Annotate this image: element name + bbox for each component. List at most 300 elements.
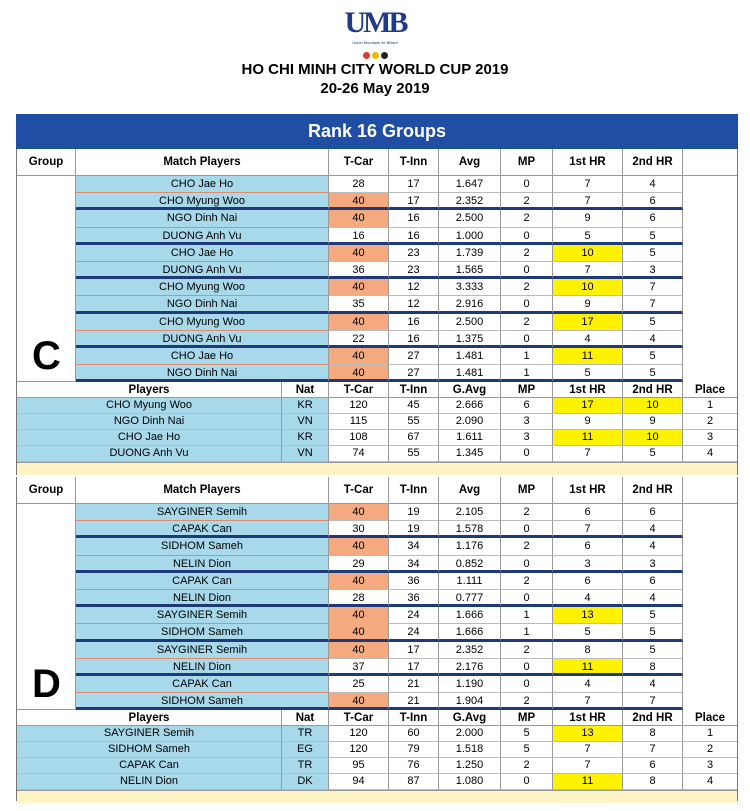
standings-player-name: CHO Myung Woo — [17, 398, 282, 414]
match-player-name: NGO Dinh Nai — [76, 296, 329, 313]
blank-cell — [683, 659, 737, 676]
match-mp-value: 0 — [501, 331, 553, 348]
match-hr2-value: 5 — [623, 348, 683, 365]
standings-hr2-value: 5 — [623, 446, 683, 462]
blank-cell — [683, 365, 737, 382]
group-d-panel — [16, 477, 738, 801]
match-hr1-value: 5 — [553, 228, 623, 245]
blank-cell — [683, 331, 737, 348]
group-c-panel — [16, 149, 738, 475]
standings-tinn-value: 87 — [389, 774, 439, 790]
standings-header-hr1: 1st HR — [553, 382, 623, 398]
match-player-name: CAPAK Can — [76, 676, 329, 693]
match-mp-value: 0 — [501, 676, 553, 693]
match-player-name: CHO Jae Ho — [76, 245, 329, 262]
col-header-hr1: 1st HR — [553, 149, 623, 176]
match-tcar-value: 28 — [329, 176, 389, 193]
standings-tinn-value: 55 — [389, 446, 439, 462]
match-player-name: CHO Myung Woo — [76, 314, 329, 331]
group-footer-bar — [17, 462, 737, 475]
logo-subtitle: Union Mondiale de Billard — [352, 40, 398, 45]
match-player-name: DUONG Anh Vu — [76, 331, 329, 348]
match-avg-value: 2.105 — [439, 504, 501, 521]
match-avg-value: 1.375 — [439, 331, 501, 348]
match-hr1-value: 10 — [553, 245, 623, 262]
match-player-name: NGO Dinh Nai — [76, 365, 329, 382]
match-hr2-value: 6 — [623, 504, 683, 521]
match-avg-value: 1.481 — [439, 348, 501, 365]
standings-tinn-value: 55 — [389, 414, 439, 430]
standings-hr1-value: 7 — [553, 742, 623, 758]
match-avg-value: 2.916 — [439, 296, 501, 313]
match-mp-value: 0 — [501, 521, 553, 538]
standings-player-name: SAYGINER Semih — [17, 726, 282, 742]
match-hr1-value: 9 — [553, 210, 623, 227]
match-player-name: NGO Dinh Nai — [76, 210, 329, 227]
match-tcar-value: 40 — [329, 642, 389, 659]
banner-title: Rank 16 Groups — [16, 114, 738, 149]
match-player-name: SIDHOM Sameh — [76, 538, 329, 555]
match-hr2-value: 5 — [623, 365, 683, 382]
match-mp-value: 0 — [501, 659, 553, 676]
match-tinn-value: 16 — [389, 210, 439, 227]
standings-tinn-value: 60 — [389, 726, 439, 742]
standings-header-player: Players — [17, 710, 282, 726]
match-tinn-value: 12 — [389, 296, 439, 313]
standings-header-gavg: G.Avg — [439, 710, 501, 726]
standings-player-name: SIDHOM Sameh — [17, 742, 282, 758]
match-hr2-value: 5 — [623, 228, 683, 245]
match-player-name: CHO Jae Ho — [76, 348, 329, 365]
match-hr2-value: 4 — [623, 521, 683, 538]
match-tcar-value: 40 — [329, 573, 389, 590]
standings-hr1-value: 11 — [553, 430, 623, 446]
blank-cell — [683, 314, 737, 331]
match-tcar-value: 40 — [329, 693, 389, 710]
standings-gavg-value: 2.000 — [439, 726, 501, 742]
match-hr2-value: 6 — [623, 573, 683, 590]
blank-cell — [683, 262, 737, 279]
match-tinn-value: 36 — [389, 590, 439, 607]
standings-nat-value: VN — [282, 414, 329, 430]
match-hr1-value: 4 — [553, 331, 623, 348]
standings-gavg-value: 2.090 — [439, 414, 501, 430]
event-title: HO CHI MINH CITY WORLD CUP 2019 — [241, 61, 509, 78]
header-blank — [683, 149, 737, 176]
match-hr1-value: 9 — [553, 296, 623, 313]
standings-hr1-value: 11 — [553, 774, 623, 790]
match-hr1-value: 6 — [553, 573, 623, 590]
col-header-mp: MP — [501, 149, 553, 176]
match-player-name: SAYGINER Semih — [76, 642, 329, 659]
standings-place-value: 2 — [683, 414, 737, 430]
standings-player-name: CAPAK Can — [17, 758, 282, 774]
standings-nat-value: DK — [282, 774, 329, 790]
col-header-hr1: 1st HR — [553, 477, 623, 504]
match-mp-value: 2 — [501, 279, 553, 296]
match-hr2-value: 4 — [623, 331, 683, 348]
match-mp-value: 2 — [501, 693, 553, 710]
group-letter-cell — [17, 504, 76, 710]
match-avg-value: 2.500 — [439, 314, 501, 331]
col-header-tcar: T-Car — [329, 477, 389, 504]
blank-cell — [683, 504, 737, 521]
match-tcar-value: 30 — [329, 521, 389, 538]
match-mp-value: 0 — [501, 590, 553, 607]
match-avg-value: 1.481 — [439, 365, 501, 382]
match-tcar-value: 36 — [329, 262, 389, 279]
standings-place-value: 4 — [683, 774, 737, 790]
match-player-name: CAPAK Can — [76, 573, 329, 590]
blank-cell — [683, 228, 737, 245]
match-hr2-value: 3 — [623, 262, 683, 279]
match-hr1-value: 4 — [553, 590, 623, 607]
match-hr1-value: 7 — [553, 176, 623, 193]
match-mp-value: 2 — [501, 538, 553, 555]
col-header-player: Match Players — [76, 477, 329, 504]
match-tcar-value: 40 — [329, 245, 389, 262]
match-avg-value: 1.111 — [439, 573, 501, 590]
standings-nat-value: EG — [282, 742, 329, 758]
match-avg-value: 2.352 — [439, 193, 501, 210]
match-hr1-value: 7 — [553, 193, 623, 210]
match-avg-value: 1.666 — [439, 624, 501, 641]
match-player-name: DUONG Anh Vu — [76, 228, 329, 245]
match-hr1-value: 6 — [553, 504, 623, 521]
standings-tcar-value: 108 — [329, 430, 389, 446]
match-player-name: SIDHOM Sameh — [76, 693, 329, 710]
col-header-mp: MP — [501, 477, 553, 504]
standings-mp-value: 0 — [501, 774, 553, 790]
match-hr1-value: 3 — [553, 556, 623, 573]
standings-mp-value: 6 — [501, 398, 553, 414]
standings-nat-value: TR — [282, 758, 329, 774]
match-mp-value: 2 — [501, 573, 553, 590]
match-mp-value: 2 — [501, 314, 553, 331]
standings-hr1-value: 17 — [553, 398, 623, 414]
standings-place-value: 3 — [683, 430, 737, 446]
match-avg-value: 1.578 — [439, 521, 501, 538]
match-hr2-value: 4 — [623, 676, 683, 693]
blank-cell — [683, 348, 737, 365]
match-hr2-value: 5 — [623, 245, 683, 262]
standings-tinn-value: 76 — [389, 758, 439, 774]
standings-header-gavg: G.Avg — [439, 382, 501, 398]
match-avg-value: 1.739 — [439, 245, 501, 262]
match-hr1-value: 4 — [553, 676, 623, 693]
standings-mp-value: 3 — [501, 414, 553, 430]
col-header-hr2: 2nd HR — [623, 149, 683, 176]
match-hr2-value: 5 — [623, 642, 683, 659]
match-tcar-value: 16 — [329, 228, 389, 245]
match-tcar-value: 40 — [329, 538, 389, 555]
standings-gavg-value: 1.518 — [439, 742, 501, 758]
match-hr1-value: 11 — [553, 659, 623, 676]
match-tinn-value: 27 — [389, 365, 439, 382]
match-avg-value: 3.333 — [439, 279, 501, 296]
col-header-hr2: 2nd HR — [623, 477, 683, 504]
standings-mp-value: 5 — [501, 742, 553, 758]
standings-gavg-value: 1.345 — [439, 446, 501, 462]
standings-tinn-value: 67 — [389, 430, 439, 446]
match-avg-value: 1.176 — [439, 538, 501, 555]
event-dates: 20-26 May 2019 — [320, 80, 430, 97]
match-tcar-value: 37 — [329, 659, 389, 676]
match-tcar-value: 28 — [329, 590, 389, 607]
match-avg-value: 2.352 — [439, 642, 501, 659]
standings-hr2-value: 6 — [623, 758, 683, 774]
match-mp-value: 2 — [501, 193, 553, 210]
match-hr2-value: 4 — [623, 176, 683, 193]
match-mp-value: 2 — [501, 642, 553, 659]
standings-place-value: 2 — [683, 742, 737, 758]
standings-gavg-value: 1.250 — [439, 758, 501, 774]
col-header-group: Group — [17, 149, 76, 176]
blank-cell — [683, 245, 737, 262]
match-mp-value: 0 — [501, 176, 553, 193]
group-footer-bar — [17, 790, 737, 803]
match-hr1-value: 6 — [553, 538, 623, 555]
standings-header-tinn: T-Inn — [389, 710, 439, 726]
col-header-group: Group — [17, 477, 76, 504]
match-tcar-value: 40 — [329, 607, 389, 624]
match-mp-value: 0 — [501, 228, 553, 245]
blank-cell — [683, 573, 737, 590]
col-header-avg: Avg — [439, 149, 501, 176]
standings-header-mp: MP — [501, 710, 553, 726]
blank-cell — [683, 676, 737, 693]
blank-cell — [683, 210, 737, 227]
blank-cell — [683, 176, 737, 193]
match-tinn-value: 17 — [389, 659, 439, 676]
standings-header-tcar: T-Car — [329, 382, 389, 398]
match-player-name: CHO Myung Woo — [76, 193, 329, 210]
match-avg-value: 0.777 — [439, 590, 501, 607]
match-tinn-value: 16 — [389, 314, 439, 331]
match-mp-value: 1 — [501, 624, 553, 641]
standings-header-place: Place — [683, 382, 737, 398]
match-player-name: DUONG Anh Vu — [76, 262, 329, 279]
match-mp-value: 2 — [501, 210, 553, 227]
match-tinn-value: 24 — [389, 607, 439, 624]
match-avg-value: 1.565 — [439, 262, 501, 279]
standings-gavg-value: 2.666 — [439, 398, 501, 414]
blank-cell — [683, 296, 737, 313]
group-letter-cell — [17, 176, 76, 382]
blank-cell — [683, 538, 737, 555]
match-tinn-value: 12 — [389, 279, 439, 296]
match-mp-value: 1 — [501, 348, 553, 365]
standings-mp-value: 3 — [501, 430, 553, 446]
blank-cell — [683, 642, 737, 659]
standings-header-hr2: 2nd HR — [623, 710, 683, 726]
match-mp-value: 0 — [501, 556, 553, 573]
match-tinn-value: 36 — [389, 573, 439, 590]
standings-place-value: 1 — [683, 398, 737, 414]
blank-cell — [683, 556, 737, 573]
standings-player-name: NGO Dinh Nai — [17, 414, 282, 430]
blank-cell — [683, 279, 737, 296]
standings-header-mp: MP — [501, 382, 553, 398]
standings-tcar-value: 120 — [329, 398, 389, 414]
match-tcar-value: 40 — [329, 624, 389, 641]
standings-nat-value: KR — [282, 398, 329, 414]
standings-tcar-value: 115 — [329, 414, 389, 430]
match-hr1-value: 10 — [553, 279, 623, 296]
match-player-name: SAYGINER Semih — [76, 607, 329, 624]
match-hr1-value: 7 — [553, 693, 623, 710]
match-avg-value: 1.000 — [439, 228, 501, 245]
standings-header-player: Players — [17, 382, 282, 398]
match-avg-value: 1.904 — [439, 693, 501, 710]
standings-nat-value: VN — [282, 446, 329, 462]
match-mp-value: 2 — [501, 504, 553, 521]
standings-header-hr2: 2nd HR — [623, 382, 683, 398]
match-hr2-value: 8 — [623, 659, 683, 676]
col-header-tinn: T-Inn — [389, 149, 439, 176]
match-mp-value: 1 — [501, 607, 553, 624]
match-tcar-value: 25 — [329, 676, 389, 693]
match-tcar-value: 40 — [329, 210, 389, 227]
col-header-tinn: T-Inn — [389, 477, 439, 504]
blank-cell — [683, 193, 737, 210]
match-hr1-value: 5 — [553, 365, 623, 382]
standings-header-tcar: T-Car — [329, 710, 389, 726]
match-tinn-value: 16 — [389, 331, 439, 348]
match-tcar-value: 22 — [329, 331, 389, 348]
match-tinn-value: 17 — [389, 193, 439, 210]
match-tcar-value: 29 — [329, 556, 389, 573]
standings-mp-value: 0 — [501, 446, 553, 462]
match-player-name: NELIN Dion — [76, 590, 329, 607]
match-tinn-value: 23 — [389, 245, 439, 262]
match-hr2-value: 6 — [623, 210, 683, 227]
match-hr2-value: 5 — [623, 607, 683, 624]
standings-hr2-value: 8 — [623, 726, 683, 742]
match-tcar-value: 40 — [329, 193, 389, 210]
standings-hr1-value: 7 — [553, 758, 623, 774]
standings-header-hr1: 1st HR — [553, 710, 623, 726]
match-hr1-value: 5 — [553, 624, 623, 641]
match-hr2-value: 5 — [623, 624, 683, 641]
standings-player-name: DUONG Anh Vu — [17, 446, 282, 462]
header-blank — [683, 477, 737, 504]
col-header-avg: Avg — [439, 477, 501, 504]
match-tinn-value: 21 — [389, 693, 439, 710]
standings-hr2-value: 7 — [623, 742, 683, 758]
standings-place-value: 4 — [683, 446, 737, 462]
standings-tinn-value: 45 — [389, 398, 439, 414]
match-avg-value: 1.190 — [439, 676, 501, 693]
match-tcar-value: 40 — [329, 279, 389, 296]
standings-header-nat: Nat — [282, 710, 329, 726]
standings-tcar-value: 120 — [329, 742, 389, 758]
standings-header-tinn: T-Inn — [389, 382, 439, 398]
logo-dots — [340, 46, 410, 54]
standings-gavg-value: 1.611 — [439, 430, 501, 446]
match-player-name: SAYGINER Semih — [76, 504, 329, 521]
match-hr1-value: 11 — [553, 348, 623, 365]
match-player-name: SIDHOM Sameh — [76, 624, 329, 641]
match-tcar-value: 40 — [329, 365, 389, 382]
match-hr1-value: 13 — [553, 607, 623, 624]
match-tinn-value: 17 — [389, 176, 439, 193]
match-avg-value: 2.500 — [439, 210, 501, 227]
match-tinn-value: 19 — [389, 504, 439, 521]
standings-tcar-value: 120 — [329, 726, 389, 742]
match-hr2-value: 3 — [623, 556, 683, 573]
standings-place-value: 1 — [683, 726, 737, 742]
standings-nat-value: TR — [282, 726, 329, 742]
match-hr2-value: 5 — [623, 314, 683, 331]
match-tinn-value: 17 — [389, 642, 439, 659]
match-tinn-value: 21 — [389, 676, 439, 693]
standings-nat-value: KR — [282, 430, 329, 446]
match-tcar-value: 40 — [329, 348, 389, 365]
standings-mp-value: 5 — [501, 726, 553, 742]
match-player-name: NELIN Dion — [76, 556, 329, 573]
match-tinn-value: 23 — [389, 262, 439, 279]
logo-mark: UMB — [344, 6, 406, 39]
match-hr2-value: 6 — [623, 193, 683, 210]
standings-header-place: Place — [683, 710, 737, 726]
group-letter: D — [32, 662, 61, 707]
col-header-player: Match Players — [76, 149, 329, 176]
standings-tcar-value: 95 — [329, 758, 389, 774]
match-mp-value: 0 — [501, 296, 553, 313]
match-hr2-value: 7 — [623, 296, 683, 313]
match-hr1-value: 8 — [553, 642, 623, 659]
match-tinn-value: 19 — [389, 521, 439, 538]
match-hr1-value: 17 — [553, 314, 623, 331]
match-tcar-value: 40 — [329, 314, 389, 331]
match-mp-value: 2 — [501, 245, 553, 262]
match-mp-value: 0 — [501, 262, 553, 279]
standings-tinn-value: 79 — [389, 742, 439, 758]
standings-hr2-value: 8 — [623, 774, 683, 790]
standings-player-name: CHO Jae Ho — [17, 430, 282, 446]
match-avg-value: 2.176 — [439, 659, 501, 676]
blank-cell — [683, 590, 737, 607]
match-tcar-value: 40 — [329, 504, 389, 521]
match-tinn-value: 34 — [389, 538, 439, 555]
match-hr2-value: 4 — [623, 538, 683, 555]
match-tcar-value: 35 — [329, 296, 389, 313]
match-player-name: CAPAK Can — [76, 521, 329, 538]
group-letter: C — [32, 334, 61, 379]
standings-hr2-value: 10 — [623, 430, 683, 446]
standings-tcar-value: 94 — [329, 774, 389, 790]
match-hr1-value: 7 — [553, 262, 623, 279]
standings-hr2-value: 9 — [623, 414, 683, 430]
match-player-name: CHO Jae Ho — [76, 176, 329, 193]
standings-mp-value: 2 — [501, 758, 553, 774]
match-tinn-value: 16 — [389, 228, 439, 245]
blank-cell — [683, 624, 737, 641]
blank-cell — [683, 693, 737, 710]
match-hr2-value: 4 — [623, 590, 683, 607]
match-hr1-value: 7 — [553, 521, 623, 538]
standings-hr2-value: 10 — [623, 398, 683, 414]
standings-hr1-value: 13 — [553, 726, 623, 742]
standings-tcar-value: 74 — [329, 446, 389, 462]
match-mp-value: 1 — [501, 365, 553, 382]
blank-cell — [683, 607, 737, 624]
match-hr2-value: 7 — [623, 693, 683, 710]
col-header-tcar: T-Car — [329, 149, 389, 176]
match-tinn-value: 24 — [389, 624, 439, 641]
standings-hr1-value: 7 — [553, 446, 623, 462]
